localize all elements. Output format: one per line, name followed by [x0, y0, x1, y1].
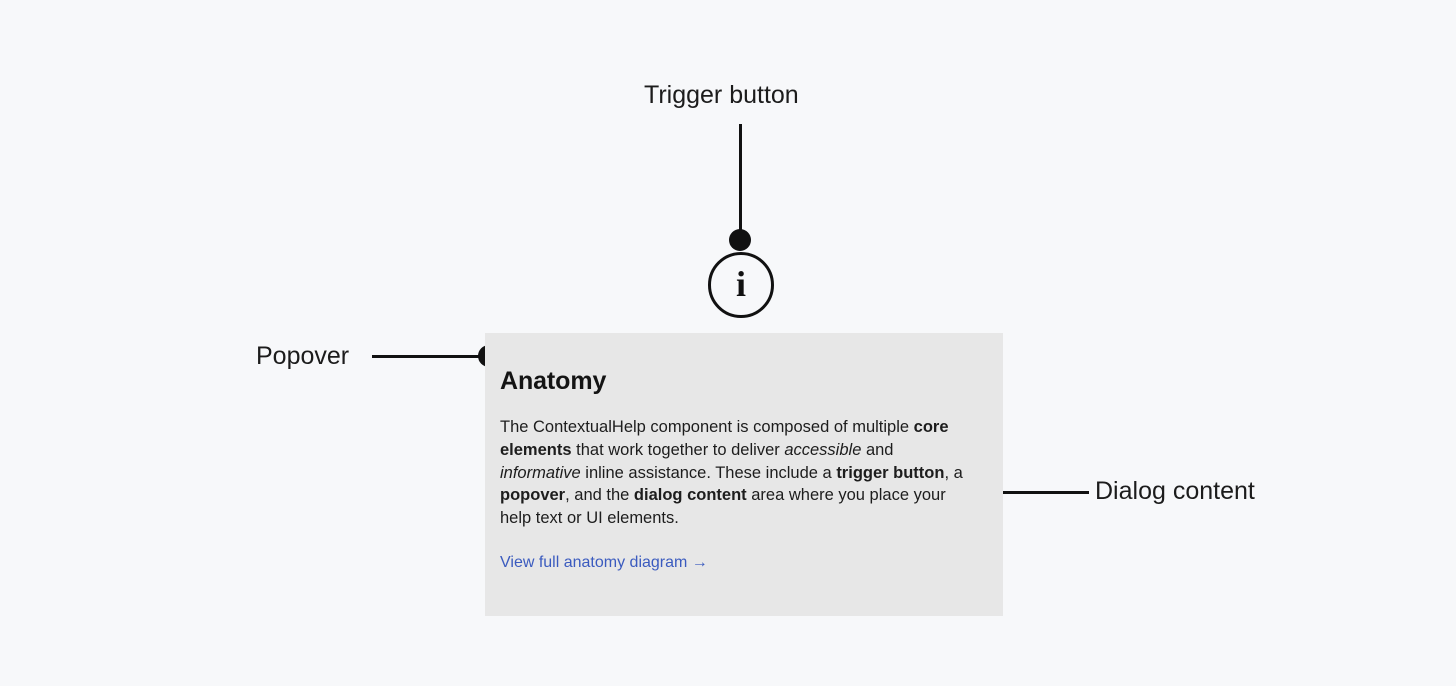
popover-title: Anatomy	[500, 367, 607, 395]
annotation-label-dialog-content: Dialog content	[1095, 477, 1255, 505]
leader-line-popover	[372, 355, 490, 358]
leader-line-trigger-button	[739, 124, 742, 240]
leader-dot-trigger-button	[729, 229, 751, 251]
popover-body-text: The ContextualHelp component is composed of multiple core elements that work together to deliver accessible and informative inline assistance. These include a trigger button, a popover, and the dialog content area where you place your help text or UI elements.	[500, 418, 963, 528]
info-icon: i	[735, 264, 746, 304]
contextual-help-popover	[485, 333, 1003, 616]
annotation-label-trigger-button: Trigger button	[644, 81, 799, 109]
view-full-anatomy-diagram-link[interactable]: View full anatomy diagram →	[500, 553, 708, 571]
annotation-label-popover: Popover	[256, 342, 350, 370]
contextual-help-trigger-button[interactable]	[708, 252, 774, 318]
dialog-content	[500, 367, 967, 572]
